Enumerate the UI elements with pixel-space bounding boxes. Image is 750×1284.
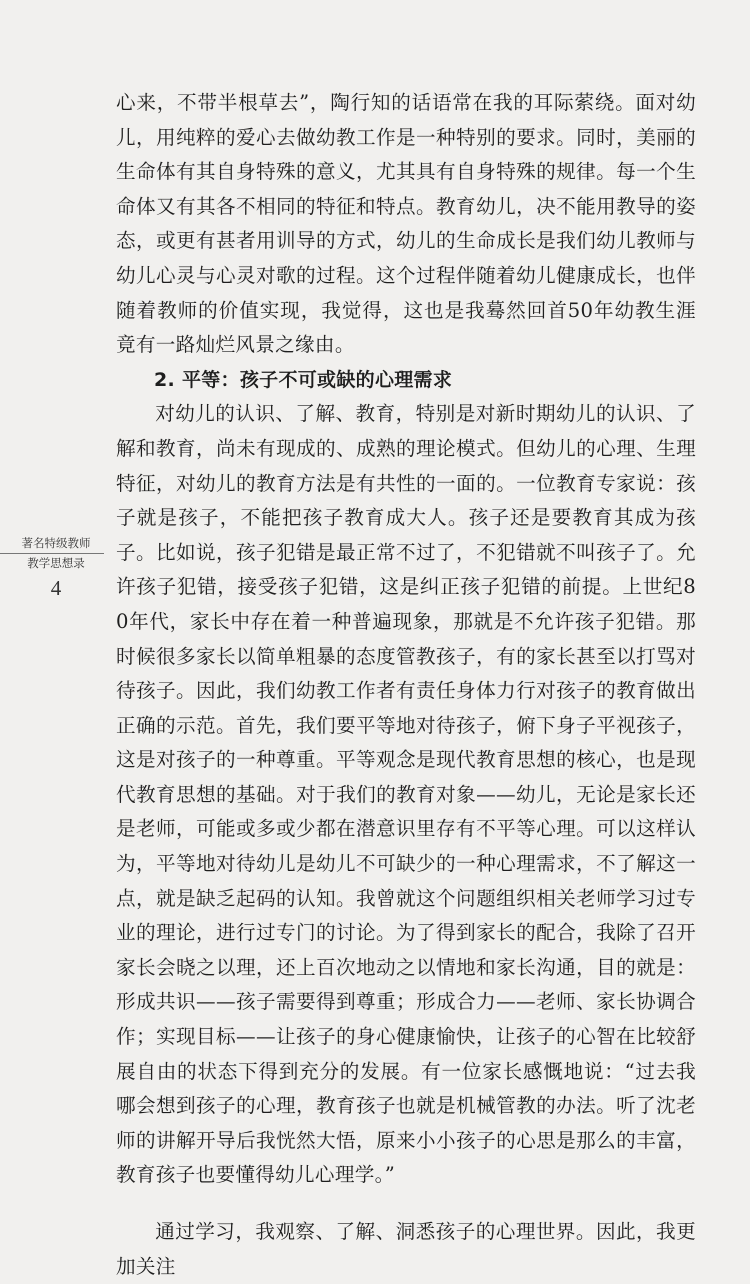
book-series-title: 著名特级教师 bbox=[21, 536, 91, 550]
margin-rule bbox=[0, 553, 104, 554]
paragraph-next: 通过学习，我观察、了解、洞悉孩子的心理世界。因此，我更加关注 bbox=[116, 1220, 696, 1278]
book-series-subtitle: 教学思想录 bbox=[27, 556, 85, 570]
text-column bbox=[116, 86, 696, 1284]
page-number: 4 bbox=[50, 576, 62, 600]
margin-note bbox=[0, 536, 112, 600]
section-heading: 2. 平等：孩子不可或缺的心理需求 bbox=[154, 368, 453, 391]
paragraph-continued: 心来，不带半根草去”，陶行知的话语常在我的耳际萦绕。面对幼儿，用纯粹的爱心去做幼教工作是一种特别的要求。同时，美丽的生命体有其自身特殊的意义，尤其具有自身特殊的规律。每一个生命体又有其各不相同的特征和特点。教育幼儿，决不能用教导的姿态，或更有甚者用训导的方式，幼儿的生命成长是我们幼儿教师与幼儿心灵与心灵对歌的过程。这个过程伴随着幼儿健康成长，也伴随着教师的价值实现，我觉得，这也是我蓦然回首50年幼教生涯竟有一路灿烂风景之缘由。 bbox=[116, 91, 696, 357]
paragraph-main: 对幼儿的认识、了解、教育，特别是对新时期幼儿的认识、了解和教育，尚未有现成的、成熟的理论模式。但幼儿的心理、生理特征，对幼儿的教育方法是有共性的一面的。一位教育专家说：孩子就是孩子，不能把孩子教育成大人。孩子还是要教育其成为孩子。比如说，孩子犯错是最正常不过了，不犯错就不叫孩子了。允许孩子犯错，接受孩子犯错，这是纠正孩子犯错的前提。上世纪80年代，家长中存在着一种普遍现象，那就是不允许孩子犯错。那时候很多家长以简单粗暴的态度管教孩子，有的家长甚至以打骂对待孩子。因此，我们幼教工作者有责任身体力行对孩子的教育做出正确的示范。首先，我们要平等地对待孩子，俯下身子平视孩子，这是对孩子的一种尊重。平等观念是现代教育思想的核心，也是现代教育思想的基础。对于我们的教育对象——幼儿，无论是家长还是老师，可能或多或少都在潜意识里存有不平等心理。可以这样认为，平等地对待幼儿是幼儿不可缺少的一种心理需求，不了解这一点，就是缺乏起码的认知。我曾就这个问题组织相关老师学习过专业的理论，进行过专门的讨论。为了得到家长的配合，我除了召开家长会晓之以理，还上百次地动之以情地和家长沟通，目的就是：形成共识——孩子需要得到尊重；形成合力——老师、家长协调合作；实现目标——让孩子的身心健康愉快，让孩子的心智在比较舒展自由的状态下得到充分的发展。有一位家长感慨地说：“过去我哪会想到孩子的心理，教育孩子也就是机械管教的办法。听了沈老师的讲解开导后我恍然大悟，原来小小孩子的心思是那么的丰富，教育孩子也要懂得幼儿心理学。” bbox=[116, 402, 696, 1187]
